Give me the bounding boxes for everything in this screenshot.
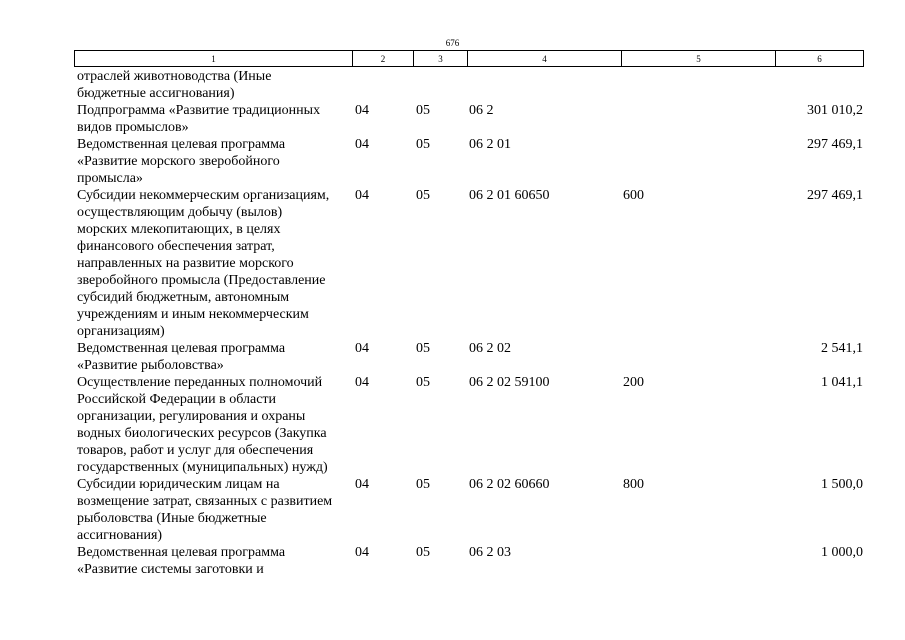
item-name: Субсидии некоммерческим организациям, осуществляющим добычу (вылов) морских млекопитающих, в целях финансового обеспечения затрат, направленных на развитие морского зверобойного промысла (Предоставление субсидий бюджетным, автономным учреждениям и иным некоммерческим организациям) bbox=[77, 188, 330, 339]
amount: 297 469,1 bbox=[807, 137, 863, 152]
amount bbox=[775, 68, 863, 102]
item-name: Осуществление переданных полномочий Российской Федерации в области организации, регулирования и охраны водных биологических ресурсов (Закупка товаров, работ и услуг для обеспечения государственных (муниципальных) нужд) bbox=[77, 375, 328, 475]
target-article-code bbox=[467, 68, 621, 102]
column-header-1: 1 bbox=[75, 51, 353, 67]
section-code: 04 bbox=[355, 137, 369, 152]
item-name: Субсидии юридическим лицам на возмещение затрат, связанных с развитием рыболовства (Иные бюджетные ассигнования) bbox=[77, 477, 333, 543]
subsection-code: 05 bbox=[416, 137, 430, 152]
section-code: 04 bbox=[355, 341, 369, 356]
item-name: Подпрограмма «Развитие традиционных видов промыслов» bbox=[77, 103, 321, 135]
subsection-code: 05 bbox=[416, 477, 430, 492]
column-header-4: 4 bbox=[468, 51, 622, 67]
amount: 1 041,1 bbox=[821, 375, 863, 390]
column-header-2: 2 bbox=[353, 51, 414, 67]
section-code: 04 bbox=[355, 375, 369, 390]
expense-type-code: 600 bbox=[623, 188, 644, 203]
subsection-code bbox=[413, 68, 467, 102]
table-row bbox=[74, 476, 863, 544]
subsection-code: 05 bbox=[416, 341, 430, 356]
expense-type-code bbox=[621, 544, 775, 578]
subsection-code: 05 bbox=[416, 545, 430, 560]
section-code: 04 bbox=[355, 477, 369, 492]
table-row bbox=[74, 374, 863, 476]
expense-type-code bbox=[621, 136, 775, 187]
amount: 1 000,0 bbox=[821, 545, 863, 560]
target-article-code: 06 2 02 60660 bbox=[469, 477, 550, 492]
expense-type-code bbox=[621, 102, 775, 136]
item-name: Ведомственная целевая программа «Развитие морского зверобойного промысла» bbox=[77, 137, 286, 186]
table-row bbox=[74, 68, 863, 102]
item-name: Ведомственная целевая программа «Развитие системы заготовки и bbox=[77, 545, 286, 577]
section-code: 04 bbox=[355, 103, 369, 118]
target-article-code: 06 2 01 60650 bbox=[469, 188, 550, 203]
section-code: 04 bbox=[355, 188, 369, 203]
column-header-6: 6 bbox=[776, 51, 864, 67]
table-row bbox=[74, 102, 863, 136]
subsection-code: 05 bbox=[416, 188, 430, 203]
column-header-5: 5 bbox=[622, 51, 776, 67]
item-name: Ведомственная целевая программа «Развитие рыболовства» bbox=[77, 341, 286, 373]
table-row bbox=[74, 187, 863, 340]
target-article-code: 06 2 01 bbox=[469, 137, 511, 152]
target-article-code: 06 2 02 59100 bbox=[469, 375, 550, 390]
amount: 1 500,0 bbox=[821, 477, 863, 492]
target-article-code: 06 2 bbox=[469, 103, 494, 118]
table-row bbox=[74, 340, 863, 374]
expense-type-code: 800 bbox=[623, 477, 644, 492]
amount: 2 541,1 bbox=[821, 341, 863, 356]
column-header-3: 3 bbox=[414, 51, 468, 67]
section-code: 04 bbox=[355, 545, 369, 560]
target-article-code: 06 2 02 bbox=[469, 341, 511, 356]
expense-type-code bbox=[621, 340, 775, 374]
amount: 301 010,2 bbox=[807, 103, 863, 118]
budget-table-body bbox=[74, 68, 863, 578]
subsection-code: 05 bbox=[416, 103, 430, 118]
target-article-code: 06 2 03 bbox=[469, 545, 511, 560]
section-code bbox=[352, 68, 413, 102]
table-row bbox=[74, 136, 863, 187]
column-header-row bbox=[74, 50, 864, 67]
item-name: отраслей животноводства (Иные бюджетные ассигнования) bbox=[77, 69, 272, 101]
page-number: 676 bbox=[445, 38, 460, 48]
amount: 297 469,1 bbox=[807, 188, 863, 203]
expense-type-code bbox=[621, 68, 775, 102]
table-row bbox=[74, 544, 863, 578]
subsection-code: 05 bbox=[416, 375, 430, 390]
expense-type-code: 200 bbox=[623, 375, 644, 390]
